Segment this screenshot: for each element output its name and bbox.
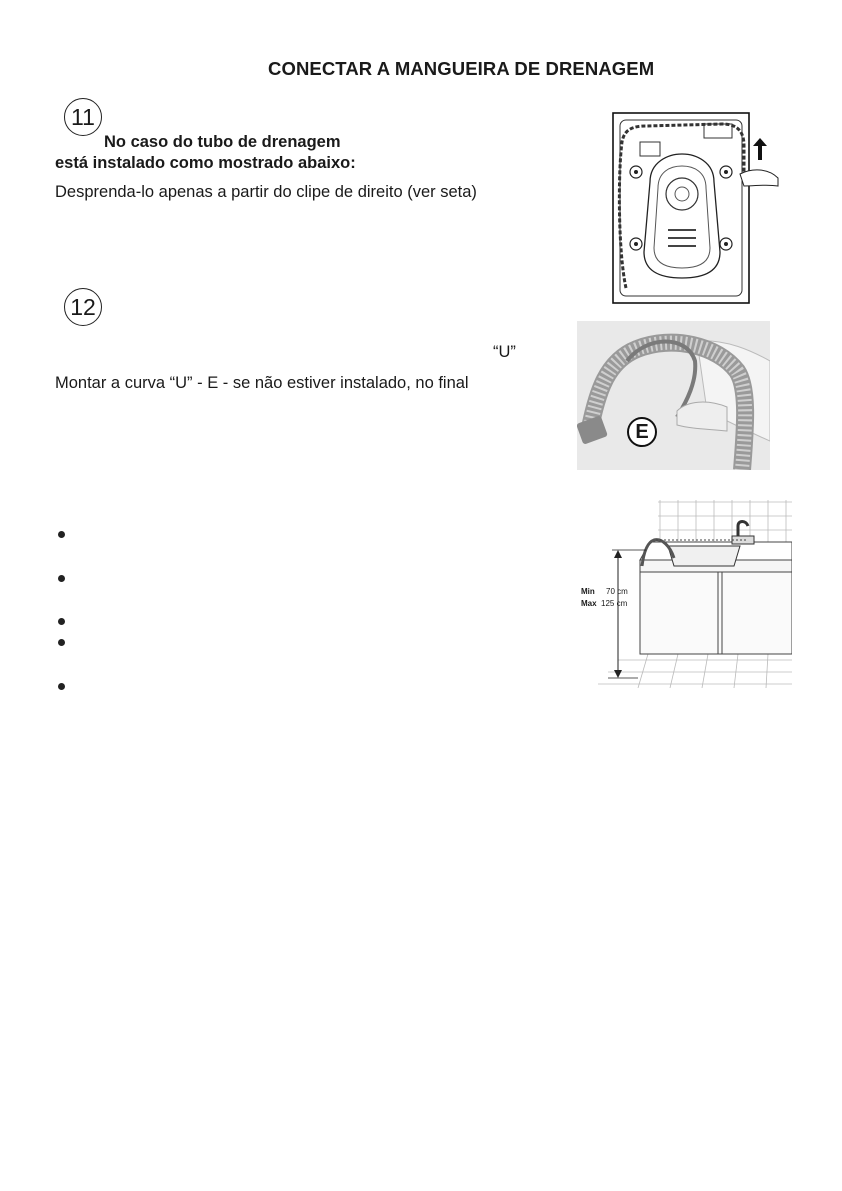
drain-height-illustration — [578, 500, 792, 688]
step-11-heading-line1: No caso do tubo de drenagem — [104, 133, 341, 151]
step-11-heading-line2: está instalado como mostrado abaixo: — [55, 154, 356, 172]
u-curve-label: “U” — [493, 343, 516, 361]
bullet-point-2 — [58, 575, 65, 582]
bullet-point-4 — [58, 639, 65, 646]
step-11-text: Desprenda-lo apenas a partir do clipe de direito (ver seta) — [55, 183, 477, 201]
min-value: 70 cm — [606, 587, 628, 596]
step-12-number: 12 — [64, 288, 102, 326]
label-e-badge: E — [627, 417, 657, 447]
max-label: Max — [581, 599, 597, 608]
step-11-number: 11 — [64, 98, 102, 136]
bullet-point-5 — [58, 683, 65, 690]
bullet-point-1 — [58, 531, 65, 538]
step-12-text: Montar a curva “U” - E - se não estiver instalado, no final — [55, 374, 469, 392]
washer-back-illustration — [612, 112, 782, 306]
u-curve-photo — [577, 321, 770, 470]
page-title: CONECTAR A MANGUEIRA DE DRENAGEM — [268, 58, 655, 79]
bullet-point-3 — [58, 618, 65, 625]
max-value: 125 cm — [601, 599, 628, 608]
min-label: Min — [581, 587, 595, 596]
